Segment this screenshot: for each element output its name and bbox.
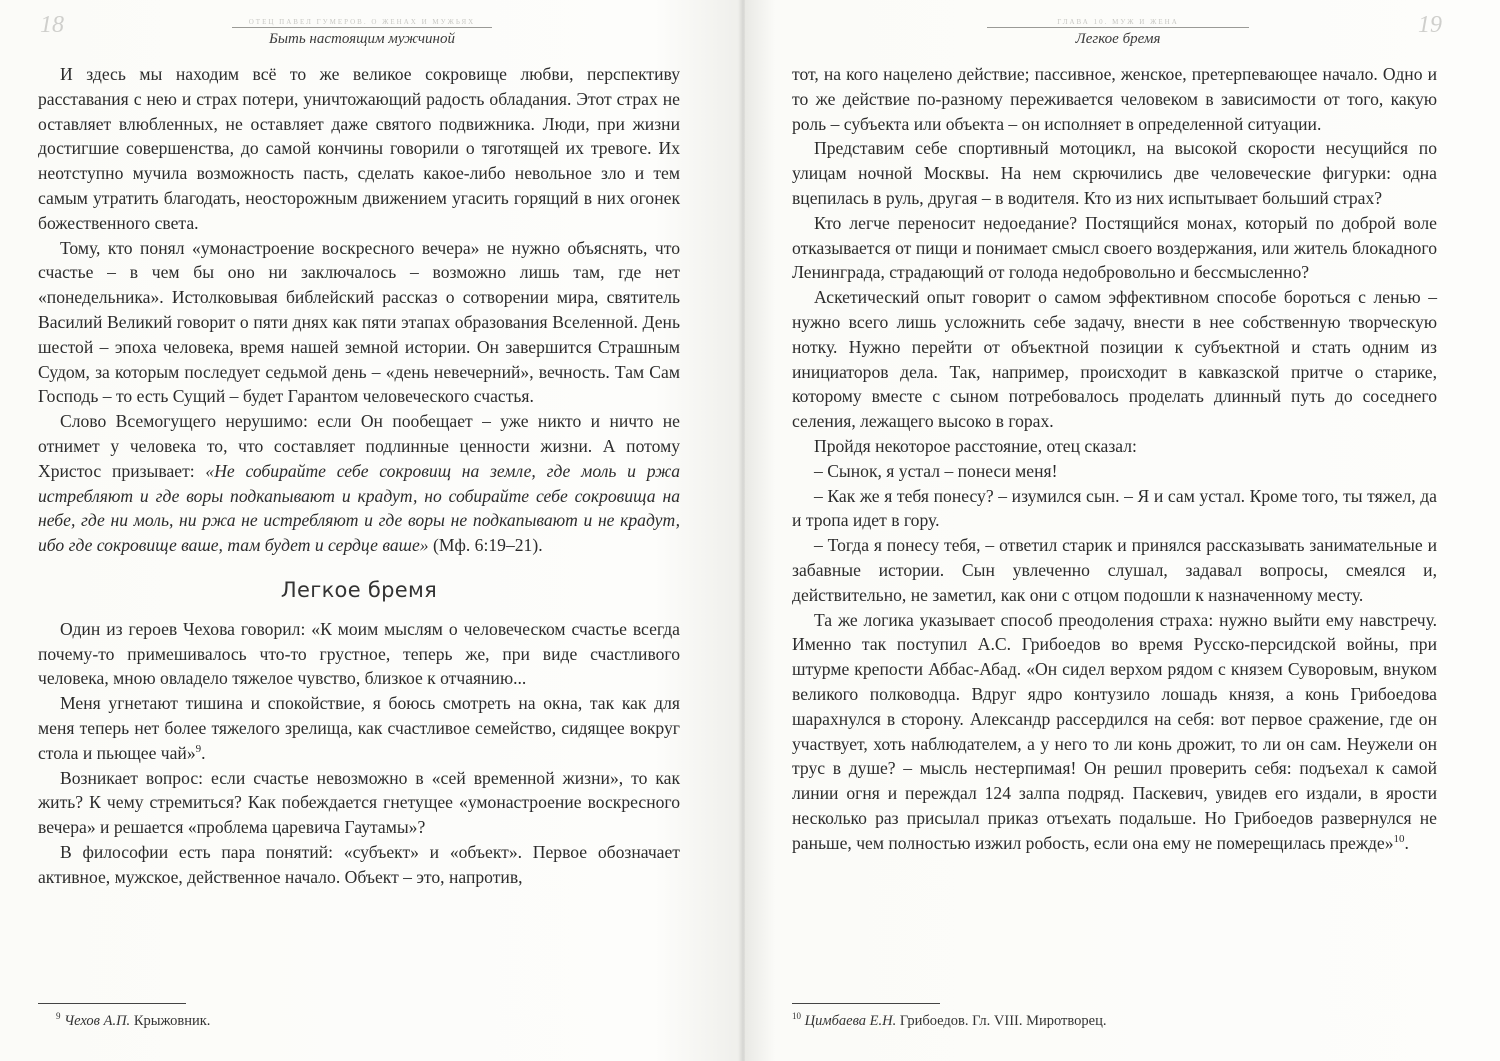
running-head — [987, 18, 1249, 48]
footnote-rule — [38, 1003, 186, 1004]
scripture-reference: (Мф. 6:19–21). — [428, 535, 543, 556]
running-head-title: Легкое бремя — [1075, 31, 1161, 47]
running-head-title: Быть настоящим мужчиной — [269, 31, 455, 47]
running-head-top: ГЛАВА 10. МУЖ И ЖЕНА — [1057, 18, 1179, 26]
paragraph-text: Слово Всемогущего нерушимо: если Он пообещает – уже никто и ничто не отнимет у человека то, что составляет подлинные ценности жизни. А потому Христос призывает: — [38, 411, 680, 481]
footnote-number: 10 — [792, 1011, 801, 1022]
body-text — [38, 62, 680, 890]
paragraph-text: Та же логика указывает способ преодоления страха: нужно выйти ему навстречу. Именно так поступил А.С. Грибоедов во время Русско-персидской войны, при штурме крепости Аббас-Абад. «Он сидел верхом рядом с князем Суворовым, внуком великого полководца. Вдруг ядро контузило лошадь князя, а конь Грибоедова шарахнулся в сторону. Александр рассердился на себя: вот первое сражение, где он участвует, хоть наблюдателем, а у него то ли конь дрожит, то ли он сам. Неужели он трус в душе? – мысль нестерпимая! Он решил проверить себя: подъехал к самой линии огня и переждал 124 залпа подряд. Паскевич, увидев его издали, в ярости несколько раз присылал приказ отъехать подальше. Но Грибоедов развернулся не раньше, чем полностью изжил робость, если она ему не померещилась прежде» — [792, 609, 1437, 853]
page-number: 19 — [1418, 12, 1442, 38]
footnote-author: Чехов А.П. — [64, 1013, 131, 1029]
running-head-rule — [987, 27, 1249, 28]
paragraph: тот, на кого нацелено действие; пассивное, женское, претерпевающее начало. Одно и то же действие по-разному переживается человеком в зависимости от того, какую роль – субъекта или объекта – он исполняет в определенной ситуации. — [792, 64, 1437, 134]
scripture-quote: «Не собирайте себе сокровищ на земле, где моль и ржа истребляют и где воры подкапывают и крадут, но собирайте себе сокровища на небе, где ни моль, ни ржа не истребляют и где воры не подкапывают и не крадут, ибо где сокровище ваше, там будет и сердце ваше» — [38, 460, 680, 556]
left-page — [0, 0, 745, 1061]
dialogue-line: – Как же я тебя понесу? – изумился сын. – Я и сам устал. Кроме того, ты тяжел, да и тропа идет в гору. — [792, 485, 1437, 531]
paragraph: И здесь мы находим всё то же великое сокровище любви, перспективу расставания с нею и страх потери, уничтожающий радость обладания. Этот страх не оставляет влюбленных, не оставляет даже святого подвижника. Люди, при жизни достигшие совершенства, до самой кончины говорили о тяготящей их тревоге. Их неотступно мучила возможность пасть, сделать какое-либо невольное зло и тем самым утратить благодать, неосторожным движением угасить горящий в них огонек божественного света. — [38, 64, 680, 233]
footnote-ref[interactable]: 9 — [195, 742, 202, 755]
dialogue-line: – Сынок, я устал – понеси меня! — [814, 460, 1058, 481]
running-head-top: ОТЕЦ ПАВЕЛ ГУМЕРОВ. О ЖЕНАХ И МУЖЬЯХ — [248, 18, 476, 26]
footnote — [792, 1013, 1106, 1030]
paragraph-end: . — [1404, 832, 1409, 853]
section-title: Легкое бремя — [280, 577, 438, 602]
footnote — [56, 1013, 210, 1030]
paragraph-text: Меня угнетают тишина и спокойствие, я боюсь смотреть на окна, так как для меня теперь нет более тяжелого зрелища, как счастливое семейство, сидящее вокруг стола и пьющее чай» — [38, 693, 680, 763]
paragraph — [38, 691, 680, 765]
paragraph-end: . — [201, 742, 206, 763]
footnote-author: Цимбаева Е.Н. — [804, 1013, 897, 1029]
dialogue-line: – Тогда я понесу тебя, – ответил старик и принялся рассказывать занимательные и забавные истории. Сын увлеченно слушал, задавал вопросы, смеялся и, действительно, не заметил, как они с отцом подошли к назначенному месту. — [792, 535, 1437, 605]
page-number: 18 — [40, 12, 64, 38]
footnote-text: Крыжовник. — [130, 1013, 211, 1029]
body-text — [792, 62, 1437, 856]
paragraph — [792, 608, 1437, 856]
footnote-ref[interactable]: 10 — [1393, 832, 1405, 845]
paragraph: Один из героев Чехова говорил: «К моим мыслям о человеческом счастье всегда почему-то примешивалось что-то грустное, теперь же, при виде счастливого человека, мною овладело тяжелое чувство, близкое к отчаянию... — [38, 618, 680, 689]
paragraph: Возникает вопрос: если счастье невозможно в «сей временной жизни», то как жить? К чему стремиться? Как побеждается гнетущее «умонастроение воскресного вечера» и решается «проблема царевича Гаутамы»? — [38, 767, 680, 838]
paragraph — [38, 409, 680, 558]
paragraph: Тому, кто понял «умонастроение воскресного вечера» не нужно объяснять, что счастье – в чем бы оно ни заключалось – возможно лишь там, где нет «понедельника». Истолковывая библейский рассказ о сотворении мира, святитель Василий Великий говорит о пяти днях как пяти этапах образования Вселенной. День шестой – эпоха человека, время нашей земной истории. Он завершится Страшным Судом, за которым последует седьмой день – «день невечерний», вечность. Там Сам Господь – то есть Сущий – будет Гарантом человеческого счастья. — [38, 237, 680, 407]
footnote-number: 9 — [56, 1011, 61, 1022]
footnote-rule — [792, 1003, 940, 1004]
paragraph: Кто легче переносит недоедание? Постящийся монах, который по доброй воле отказывается от пищи и понимает смысл своего воздержания, или житель блокадного Ленинграда, страдающий от голода недобровольно и бессмысленно? — [792, 212, 1437, 283]
right-page — [745, 0, 1500, 1061]
paragraph: В философии есть пара понятий: «субъект» и «объект». Первое обозначает активное, мужское, действенное начало. Объект – это, напротив, — [38, 841, 680, 887]
running-head — [232, 18, 492, 48]
paragraph: Пройдя некоторое расстояние, отец сказал: — [814, 435, 1137, 456]
paragraph: Представим себе спортивный мотоцикл, на высокой скорости несущийся по улицам ночной Москвы. На нем скрючились две человеческие фигурки: одна вцепилась в руль, другая – в водителя. Кто из них испытывает больший страх? — [792, 138, 1437, 208]
paragraph: Аскетический опыт говорит о самом эффективном способе бороться с ленью – нужно всего лишь усложнить себе задачу, внести в нее собственную творческую нотку. Нужно перейти от объектной позиции к субъектной и стать одним из инициаторов дела. Так, например, происходит в кавказской притче о старике, которому вместе с сыном потребовалось проделать длинный путь до соседнего селения, лежащего высоко в горах. — [792, 287, 1437, 432]
running-head-rule — [232, 27, 492, 28]
footnote-text: Грибоедов. Гл. VIII. Миротворец. — [896, 1013, 1107, 1029]
